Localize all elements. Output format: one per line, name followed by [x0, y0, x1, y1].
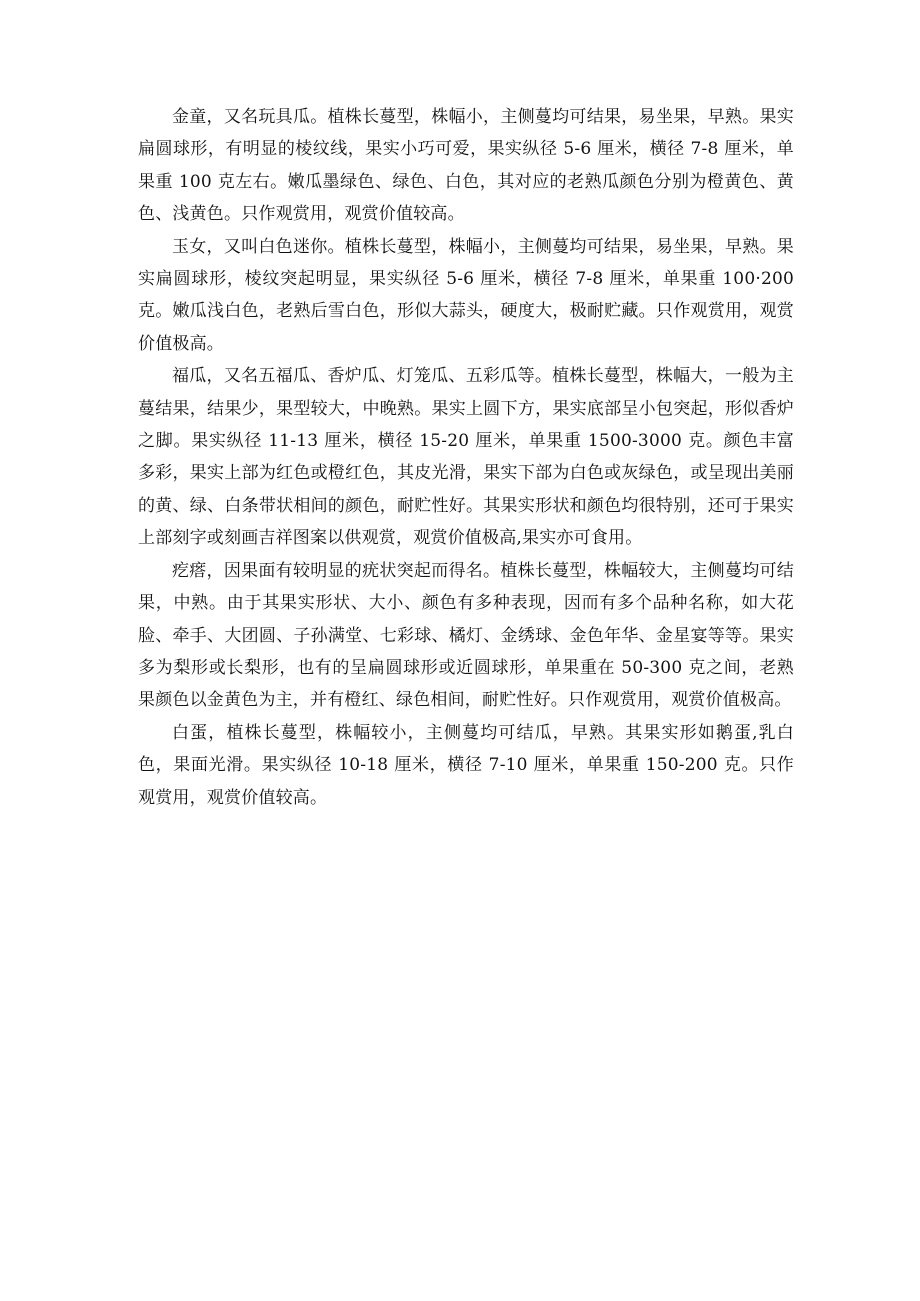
- paragraph-yunv: 玉女，又叫白色迷你。植株长蔓型，株幅小，主侧蔓均可结果，易坐果，早熟。果实扁圆球形，棱纹突起明显，果实纵径 5-6 厘米，横径 7-8 厘米，单果重 100·200 克。嫩瓜浅白色，老熟后雪白色，形似大蒜头，硬度大，极耐贮藏。只作观赏用，观赏价值极高。: [138, 236, 794, 354]
- paragraph-jintong: 金童，又名玩具瓜。植株长蔓型，株幅小，主侧蔓均可结果，易坐果，早熟。果实扁圆球形，有明显的棱纹线，果实小巧可爱，果实纵径 5-6 厘米，横径 7-8 厘米，单果重 100 克左右。嫩瓜墨绿色、绿色、白色，其对应的老熟瓜颜色分别为橙黄色、黄色、浅黄色。只作观赏用，观赏价值较高。: [138, 107, 794, 225]
- paragraph-baidan: 白蛋，植株长蔓型，株幅较小，主侧蔓均可结瓜，早熟。其果实形如鹅蛋,乳白色，果面光滑。果实纵径 10-18 厘米，横径 7-10 厘米，单果重 150-200 克。只作观赏用，观赏价值较高。: [138, 722, 794, 808]
- document-body: [138, 101, 794, 814]
- paragraph-fugua: 福瓜，又名五福瓜、香炉瓜、灯笼瓜、五彩瓜等。植株长蔓型，株幅大，一般为主蔓结果，结果少，果型较大，中晚熟。果实上圆下方，果实底部呈小包突起，形似香炉之脚。果实纵径 11-13 厘米，横径 15-20 厘米，单果重 1500-3000 克。颜色丰富多彩，果实上部为红色或橙红色，其皮光滑，果实下部为白色或灰绿色，或呈现出美丽的黄、绿、白条带状相间的颜色，耐贮性好。其果实形状和颜色均很特别，还可于果实上部刻字或刻画吉祥图案以供观赏，观赏价值极高,果实亦可食用。: [138, 366, 794, 549]
- paragraph-geda: 疙瘩，因果面有较明显的疣状突起而得名。植株长蔓型，株幅较大，主侧蔓均可结果，中熟。由于其果实形状、大小、颜色有多种表现，因而有多个品种名称，如大花脸、牵手、大团圆、子孙满堂、七彩球、橘灯、金绣球、金色年华、金星宴等等。果实多为梨形或长梨形，也有的呈扁圆球形或近圆球形，单果重在 50-300 克之间，老熟果颜色以金黄色为主，并有橙红、绿色相间，耐贮性好。只作观赏用，观赏价值极高。: [138, 560, 794, 711]
